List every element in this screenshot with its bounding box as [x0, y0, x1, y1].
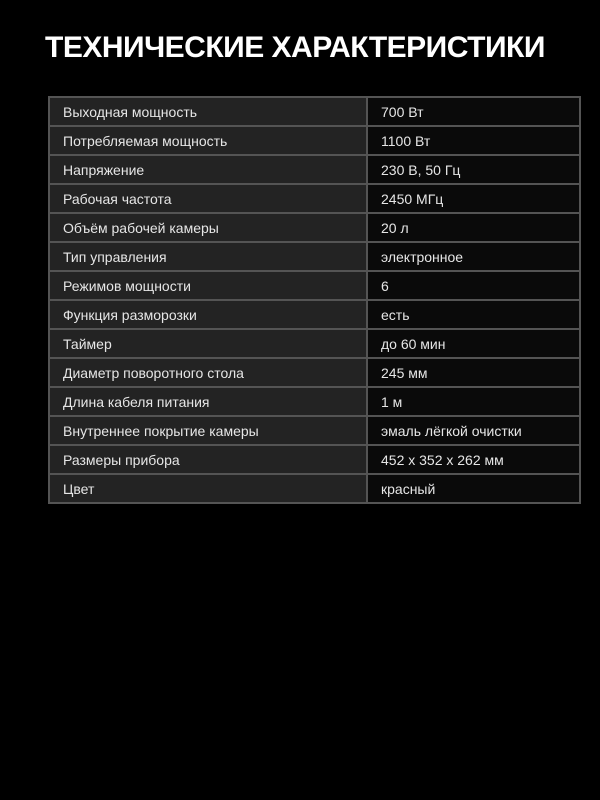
spec-value: красный [367, 474, 580, 503]
spec-value: эмаль лёгкой очистки [367, 416, 580, 445]
spec-label: Цвет [49, 474, 367, 503]
table-row [49, 184, 580, 213]
table-row [49, 271, 580, 300]
spec-label: Функция разморозки [49, 300, 367, 329]
table-row [49, 329, 580, 358]
spec-value: 700 Вт [367, 97, 580, 126]
spec-label: Длина кабеля питания [49, 387, 367, 416]
spec-value: электронное [367, 242, 580, 271]
table-row [49, 474, 580, 503]
spec-value: 452 x 352 x 262 мм [367, 445, 580, 474]
spec-value: 1100 Вт [367, 126, 580, 155]
spec-value: 1 м [367, 387, 580, 416]
spec-label: Рабочая частота [49, 184, 367, 213]
table-row [49, 445, 580, 474]
spec-table [48, 96, 581, 504]
spec-value: 230 В, 50 Гц [367, 155, 580, 184]
spec-label: Потребляемая мощность [49, 126, 367, 155]
spec-label: Режимов мощности [49, 271, 367, 300]
spec-label: Выходная мощность [49, 97, 367, 126]
spec-label: Таймер [49, 329, 367, 358]
spec-value: 245 мм [367, 358, 580, 387]
table-row [49, 387, 580, 416]
spec-value: до 60 мин [367, 329, 580, 358]
spec-value: 20 л [367, 213, 580, 242]
spec-label: Объём рабочей камеры [49, 213, 367, 242]
page-title: ТЕХНИЧЕСКИЕ ХАРАКТЕРИСТИКИ [45, 31, 545, 64]
spec-label: Внутреннее покрытие камеры [49, 416, 367, 445]
spec-value: есть [367, 300, 580, 329]
table-row [49, 242, 580, 271]
spec-label: Размеры прибора [49, 445, 367, 474]
table-row [49, 358, 580, 387]
table-row [49, 126, 580, 155]
spec-label: Напряжение [49, 155, 367, 184]
table-row [49, 213, 580, 242]
table-row [49, 416, 580, 445]
table-row [49, 300, 580, 329]
table-row [49, 155, 580, 184]
spec-label: Тип управления [49, 242, 367, 271]
spec-value: 2450 МГц [367, 184, 580, 213]
spec-value: 6 [367, 271, 580, 300]
table-row [49, 97, 580, 126]
spec-label: Диаметр поворотного стола [49, 358, 367, 387]
